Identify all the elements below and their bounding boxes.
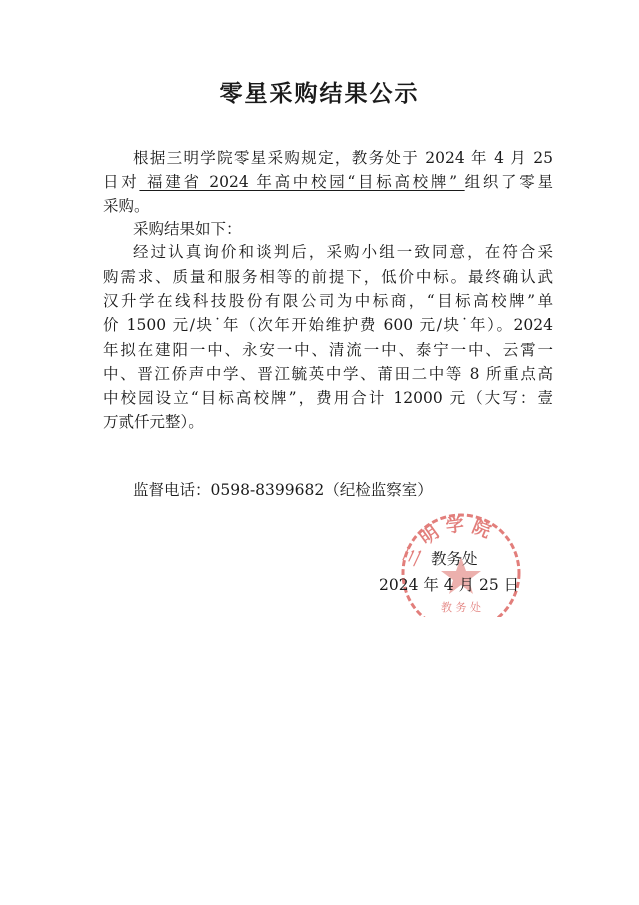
signature-date: 2024 年 4 月 25 日 bbox=[379, 576, 520, 594]
para1-line2-suffix: 组织了零星 bbox=[464, 173, 553, 191]
para3-line: 万贰仟元整）。 bbox=[103, 413, 204, 431]
para3-line: 价 1500 元/块˙年（次年开始维护费 600 元/块˙年）。2024 bbox=[103, 316, 553, 334]
para3-line: 中、晋江侨声中学、晋江毓英中学、莆田二中等 8 所重点高 bbox=[103, 365, 553, 383]
para3-line: 年拟在建阳一中、永安一中、清流一中、泰宁一中、云霄一 bbox=[103, 341, 553, 359]
svg-text:教 务 处: 教 务 处 bbox=[441, 601, 481, 614]
para1-line2 bbox=[103, 172, 553, 192]
para1-line2-prefix: 日对 bbox=[103, 173, 140, 191]
signature-dept: 教务处 bbox=[431, 550, 478, 568]
para2: 采购结果如下： bbox=[133, 220, 242, 238]
para3-line: 中校园设立“目标高校牌”，费用合计 12000 元（大写：壹 bbox=[103, 389, 553, 407]
svg-text:三 明 学 院: 三 明 学 院 bbox=[399, 514, 494, 569]
project-name-underlined: 福建省 2024 年高中校园“目标高校牌” bbox=[139, 173, 465, 191]
para3-line: 购需求、质量和服务相等的前提下，低价中标。最终确认武 bbox=[103, 268, 553, 286]
para3-line: 汉升学在线科技股份有限公司为中标商，“目标高校牌”单 bbox=[103, 292, 553, 310]
supervision-phone: 监督电话：0598-8399682（纪检监察室） bbox=[133, 481, 433, 499]
para1-line1: 根据三明学院零星采购规定，教务处于 2024 年 4 月 25 bbox=[133, 149, 553, 167]
para1-line3: 采购。 bbox=[103, 197, 150, 215]
page-title: 零星采购结果公示 bbox=[219, 80, 420, 107]
para3-line: 经过认真询价和谈判后，采购小组一致同意，在符合采 bbox=[133, 243, 553, 261]
